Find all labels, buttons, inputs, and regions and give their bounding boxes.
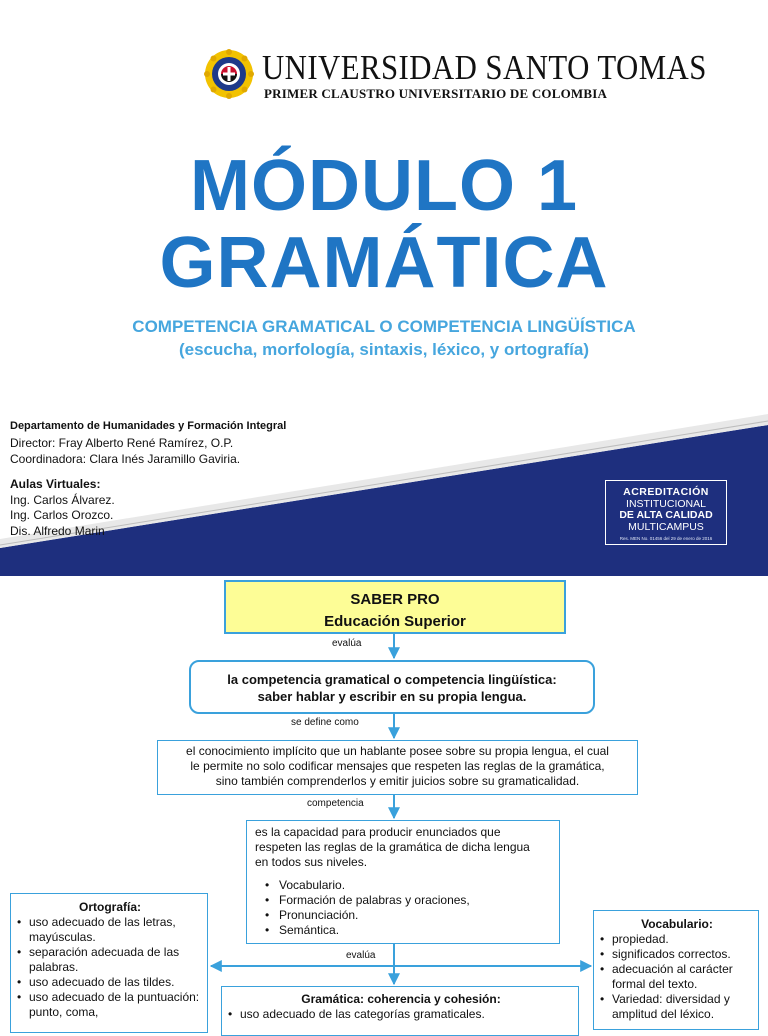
knowledge-line: le permite no solo codificar mensajes que respeten las reglas de la gramática,	[190, 759, 605, 773]
capacity-item: • Vocabulario.	[265, 878, 559, 893]
knowledge-line: el conocimiento implícito que un hablante posee sobre su propia lengua, el cual	[186, 744, 609, 758]
gramatica-title: Gramática: coherencia y cohesión:	[301, 992, 501, 1006]
skills-subtitle: (escucha, morfología, sintaxis, léxico, y ortografía)	[178, 340, 589, 359]
saber-pro-level: Educación Superior	[324, 613, 466, 630]
ortografia-item: • separación adecuada de las palabras.	[17, 945, 203, 975]
accreditation-line: ACREDITACIÓN	[623, 486, 709, 498]
university-name: UNIVERSIDAD SANTO TOMAS	[262, 48, 707, 87]
ortografia-box	[10, 893, 208, 1033]
link-label-competencia: competencia	[307, 798, 364, 809]
ortografia-item: • uso adecuado de las tildes.	[17, 975, 203, 990]
aulas-member: Dis. Alfredo Marin	[10, 524, 105, 538]
accreditation-fine-print: Res. MEN No. 01456 del 29 de enero de 2016	[619, 536, 713, 541]
capacity-box	[246, 820, 560, 944]
knowledge-line: sino también comprenderlos y emitir juicios sobre su gramaticalidad.	[215, 774, 580, 788]
vocabulario-box	[593, 910, 759, 1030]
accreditation-line: MULTICAMPUS	[628, 520, 704, 533]
capacity-line: respeten las reglas de la gramática de dicha lengua	[255, 840, 530, 854]
gramatica-box	[221, 986, 579, 1036]
vocabulario-item: • significados correctos.	[600, 947, 754, 962]
module-subject: GRAMÁTICA	[159, 223, 609, 303]
capacity-item: • Pronunciación.	[265, 908, 559, 923]
module-title: MÓDULO 1	[189, 146, 578, 226]
aulas-member: Ing. Carlos Álvarez.	[10, 493, 115, 507]
ortografia-title: Ortografía:	[78, 900, 141, 914]
university-tagline: PRIMER CLAUSTRO UNIVERSITARIO DE COLOMBIA	[264, 86, 608, 101]
competence-box	[189, 660, 595, 714]
accreditation-line: DE ALTA CALIDAD	[619, 509, 713, 521]
vocabulario-item: • Variedad: diversidad y amplitud del léxico.	[600, 992, 754, 1022]
accreditation-line: INSTITUCIONAL	[626, 497, 706, 510]
department-name: Departamento de Humanidades y Formación Integral	[10, 420, 287, 432]
coordinator: Coordinadora: Clara Inés Jaramillo Gaviria.	[10, 452, 241, 466]
accreditation-badge	[605, 480, 727, 545]
link-label-evalua: evalúa	[346, 950, 376, 961]
vocabulario-item: • propiedad.	[600, 932, 754, 947]
director: Director: Fray Alberto René Ramírez, O.P.	[10, 436, 234, 450]
ortografia-item: • uso adecuado de la puntuación: punto, coma,	[17, 990, 203, 1020]
capacity-line: en todos sus niveles.	[255, 855, 368, 869]
knowledge-definition-box	[157, 740, 638, 795]
capacity-item: • Formación de palabras y oraciones,	[265, 893, 559, 908]
vocabulario-title: Vocabulario:	[641, 917, 713, 931]
link-label-evalua: evalúa	[332, 638, 362, 649]
aulas-member: Ing. Carlos Orozco.	[10, 508, 114, 522]
aulas-heading: Aulas Virtuales:	[10, 477, 101, 491]
competence-line: la competencia gramatical o competencia lingüística:	[227, 672, 557, 687]
vocabulario-item: • adecuación al carácter formal del texto.	[600, 962, 754, 992]
competence-subtitle: COMPETENCIA GRAMATICAL O COMPETENCIA LINGÜÍSTICA	[132, 317, 636, 336]
capacity-line: es la capacidad para producir enunciados que	[255, 825, 501, 839]
competence-line: saber hablar y escribir en su propia lengua.	[257, 689, 527, 704]
gramatica-item: • uso adecuado de las categorías gramaticales.	[228, 1007, 574, 1022]
ortografia-item: • uso adecuado de las letras, mayúsculas.	[17, 915, 203, 945]
link-label-se-define-como: se define como	[291, 717, 359, 728]
saber-pro-box	[224, 580, 566, 634]
saber-pro-title: SABER PRO	[350, 591, 440, 608]
capacity-item: • Semántica.	[265, 923, 559, 938]
